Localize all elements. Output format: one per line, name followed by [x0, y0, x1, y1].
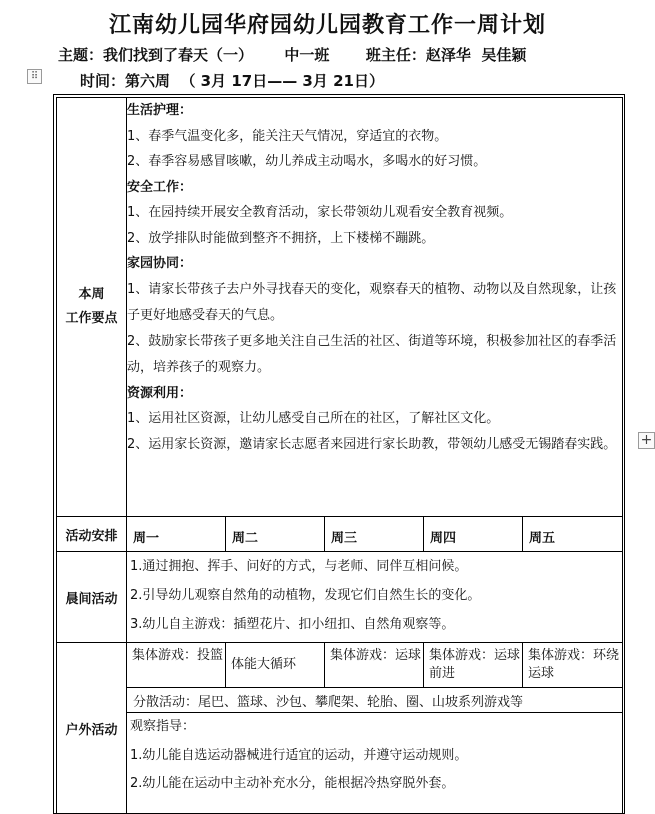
- morning-item: 3.幼儿自主游戏：插塑花片、扣小纽扣、自然角观察等。: [130, 617, 455, 632]
- outdoor-free-row: [57, 688, 623, 713]
- day-header: 周三: [325, 517, 424, 552]
- care-heading: 生活护理：: [127, 103, 193, 118]
- morning-item: 1.通过拥抱、挥手、问好的方式，与老师、同伴互相问候。: [130, 559, 468, 574]
- game-cell: 集体游戏：运球前进: [424, 643, 523, 688]
- schedule-label: 活动安排: [57, 517, 127, 552]
- outdoor-label: 户外活动: [57, 643, 127, 814]
- resource-item: 1、运用社区资源，让幼儿感受自己所在的社区，了解社区文化。: [127, 411, 500, 426]
- game-cell: 集体游戏：运球: [325, 643, 424, 688]
- morning-label: 晨间活动: [57, 552, 127, 643]
- resource-heading: 资源利用：: [127, 385, 193, 401]
- care-item: 1、春季气温变化多，能关注天气情况，穿适宜的衣物。: [127, 128, 448, 144]
- day-header: 周五: [523, 517, 623, 552]
- care-item: 2、春季容易感冒咳嗽，幼儿养成主动喝水，多喝水的好习惯。: [127, 154, 487, 169]
- morning-content: [127, 552, 623, 643]
- game-cell: 集体游戏：环绕运球: [523, 643, 623, 688]
- guide-item: 1.幼儿能自选运动器械进行适宜的运动，并遵守运动规则。: [130, 747, 468, 763]
- focus-content: [127, 98, 623, 517]
- home-heading: 家园协同：: [127, 256, 193, 271]
- guide-content: [127, 713, 623, 814]
- page-title: 江南幼儿园华府园幼儿园教育工作一周计划: [108, 12, 546, 38]
- day-header: 周二: [226, 517, 325, 552]
- add-row-icon[interactable]: +: [638, 432, 655, 449]
- safety-item: 2、放学排队时能做到整齐不拥挤，上下楼梯不蹦跳。: [127, 230, 435, 246]
- move-handle-icon[interactable]: ⠿: [27, 69, 42, 84]
- home-item: 1、请家长带孩子去户外寻找春天的变化，观察春天的植物、动物以及自然现象，让孩子更好地感受春天的气息。: [127, 281, 617, 323]
- safety-heading: 安全工作：: [127, 179, 193, 195]
- focus-row: [57, 98, 623, 517]
- morning-row: [57, 552, 623, 643]
- morning-item: 2.引导幼儿观察自然角的动植物，发现它们自然生长的变化。: [130, 588, 481, 603]
- schedule-header-row: [57, 517, 623, 552]
- guide-heading: 观察指导：: [130, 719, 196, 734]
- game-cell: 体能大循环: [226, 643, 325, 688]
- game-cell: 集体游戏：投篮: [127, 643, 226, 688]
- date-line: 时间：第六周 （ 3月 17日—— 3月 21日）: [80, 72, 384, 90]
- guide-item: 2.幼儿能在运动中主动补充水分，能根据冷热穿脱外套。: [130, 776, 455, 791]
- resource-item: 2、运用家长资源，邀请家长志愿者来园进行家长助教，带领幼儿感受无锡踏春实践。: [127, 436, 617, 452]
- outdoor-games-row: [57, 643, 623, 688]
- day-header: 周四: [424, 517, 523, 552]
- theme-line: 主题：我们找到了春天（一） 中一班 班主任：赵泽华 吴佳颖: [58, 46, 527, 64]
- day-header: 周一: [127, 517, 226, 552]
- free-play: 分散活动：尾巴、篮球、沙包、攀爬架、轮胎、圈、山坡系列游戏等: [127, 688, 623, 713]
- focus-label: 本周 工作要点: [57, 98, 127, 517]
- safety-item: 1、在园持续开展安全教育活动，家长带领幼儿观看安全教育视频。: [127, 205, 513, 220]
- home-item: 2、鼓励家长带孩子更多地关注自己生活的社区、街道等环境，积极参加社区的春季活动，培养孩子的观察力。: [127, 333, 617, 375]
- outdoor-guide-row: [57, 713, 623, 814]
- weekly-plan-table: [56, 97, 623, 814]
